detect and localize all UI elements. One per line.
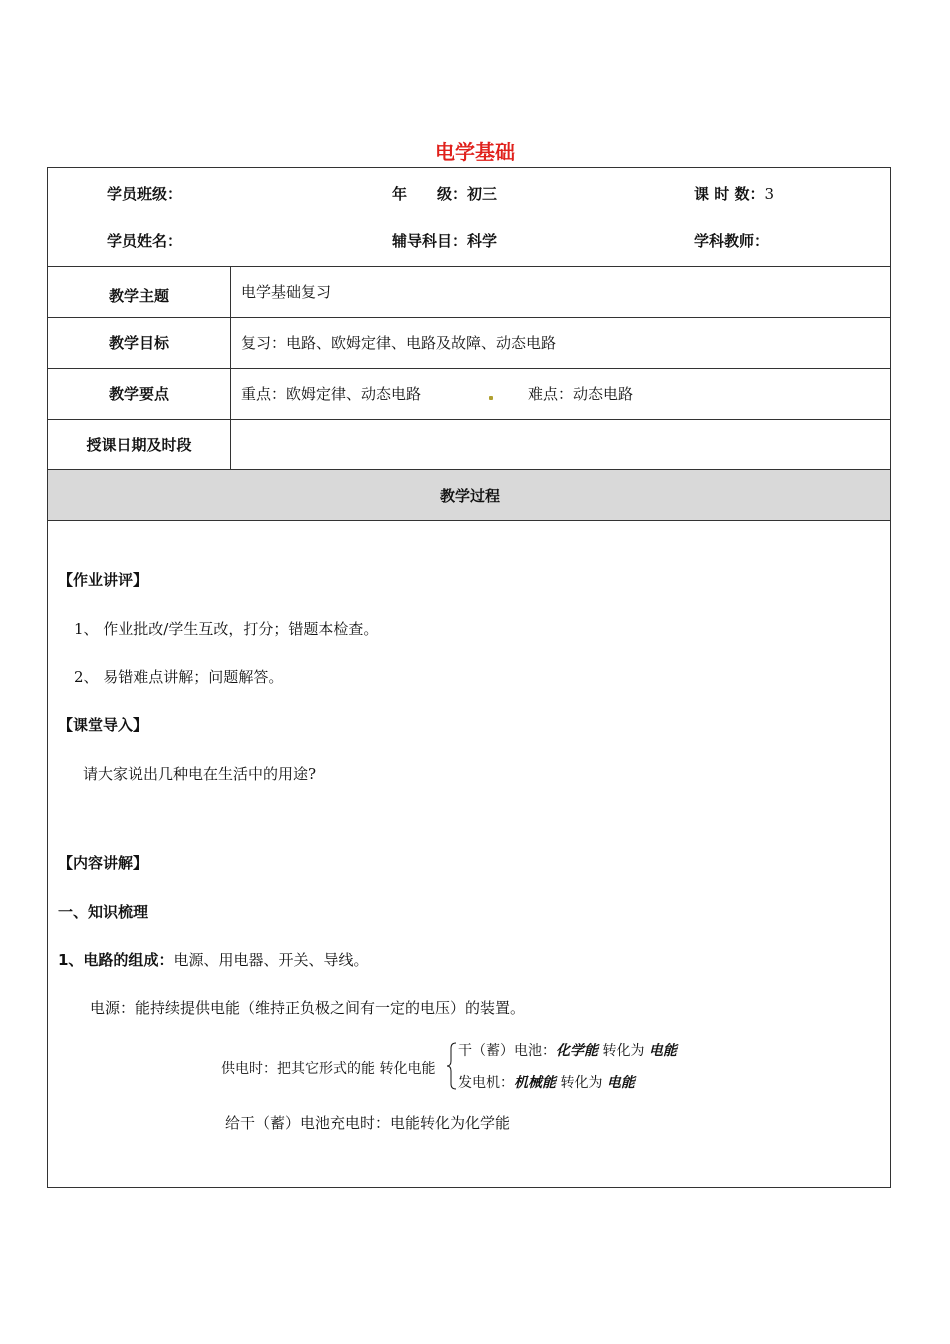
page-title: 电学基础	[435, 140, 515, 164]
difficult-point: 难点：动态电路	[528, 385, 634, 403]
homework-item-1: 1、 作业批改/学生互改，打分；错题本检查。	[74, 620, 379, 638]
name-label: 学员姓名：	[107, 232, 183, 250]
section-heading: 一、知识梳理	[58, 903, 149, 921]
column-divider	[230, 266, 231, 470]
hours-label: 课 时 数：	[694, 185, 765, 203]
divider	[47, 368, 891, 369]
generator-source-energy: 机械能	[514, 1075, 556, 1091]
grade-value: 初三	[467, 185, 498, 203]
circuit-composition-label: 1、电路的组成：	[58, 951, 174, 969]
charging-text: 给干（蓄）电池充电时：电能转化为化学能	[225, 1114, 511, 1132]
dot-mark	[489, 396, 493, 400]
process-title: 教学过程	[439, 487, 500, 505]
generator-target-energy: 电能	[606, 1075, 635, 1091]
divider	[47, 419, 891, 420]
intro-heading: 【课堂导入】	[58, 716, 149, 734]
hours-field	[694, 184, 774, 204]
brace-icon	[447, 1042, 457, 1090]
class-label: 学员班级：	[107, 185, 183, 203]
divider	[47, 520, 891, 521]
homework-heading: 【作业讲评】	[58, 571, 149, 589]
teacher-label: 学科教师：	[694, 232, 770, 250]
hours-value: 3	[764, 185, 774, 203]
topic-value: 电学基础复习	[241, 283, 332, 301]
grade-field	[392, 184, 497, 204]
grade-label: 年 级：	[392, 185, 468, 203]
battery-branch	[458, 1041, 677, 1061]
power-definition: 电源：能持续提供电能（维持正负极之间有一定的电压）的装置。	[90, 999, 526, 1017]
points-label: 教学要点	[108, 385, 169, 403]
battery-source-energy: 化学能	[556, 1043, 598, 1059]
battery-convert: 转化为	[598, 1043, 649, 1059]
generator-convert: 转化为	[556, 1075, 607, 1091]
circuit-composition	[58, 950, 368, 970]
goal-label: 教学目标	[108, 334, 169, 352]
date-label: 授课日期及时段	[86, 436, 192, 454]
divider	[47, 317, 891, 318]
generator-branch	[458, 1073, 635, 1093]
subject-value: 科学	[467, 232, 498, 250]
lecture-heading: 【内容讲解】	[58, 854, 149, 872]
homework-item-2: 2、 易错难点讲解；问题解答。	[74, 668, 284, 686]
intro-text: 请大家说出几种电在生活中的用途?	[83, 765, 317, 783]
topic-label: 教学主题	[108, 287, 169, 305]
subject-label: 辅导科目：	[392, 232, 468, 250]
circuit-composition-text: 电源、用电器、开关、导线。	[173, 951, 369, 969]
key-point: 重点：欧姆定律、动态电路	[241, 385, 422, 403]
battery-label: 干（蓄）电池：	[458, 1043, 556, 1059]
supply-label: 供电时：把其它形式的能 转化电能	[221, 1061, 436, 1077]
subject-field	[392, 231, 497, 251]
goal-value: 复习：电路、欧姆定律、电路及故障、动态电路	[241, 334, 557, 352]
generator-label: 发电机：	[458, 1075, 514, 1091]
battery-target-energy: 电能	[648, 1043, 677, 1059]
divider	[47, 266, 891, 267]
